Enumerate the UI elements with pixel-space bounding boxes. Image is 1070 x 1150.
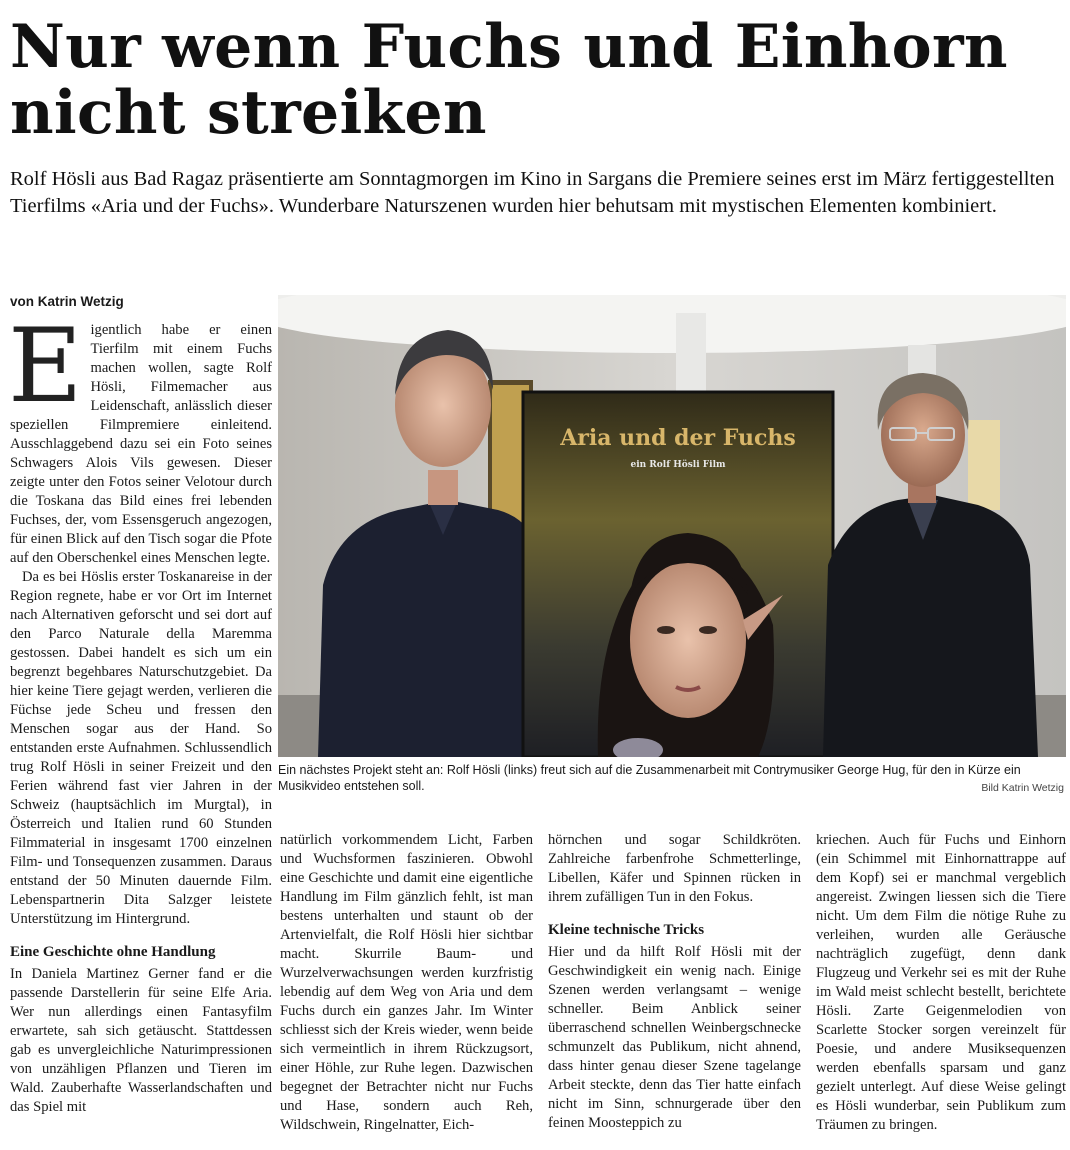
paragraph: kriechen. Auch für Fuchs und Einhorn (ein Schimmel mit Einhornattrappe auf dem Kopf) sei er manchmal vergeblich angereist. Zwingen liessen sich die Tiere nicht. Um dem Film die nötige Ruhe zu verleihen, wurden alle Geräusche nachträglich zugefügt, denn dank Flugzeug und Verkehr sei es mit der Ruhe im Wald meist schlecht bestellt, berichtete Hösli. Zarte Geigenmelodien von Scarlette Stocker sorgen vereinzelt für Poesie, und andere Musiksequenzen werden ebenfalls sparsam und ganz gezielt unterlegt. Auf diese Weise gelingt es Hösli wunderbar, sein Publikum zum Träumen zu bringen. xyxy=(816,832,1066,1133)
photo-caption: Ein nächstes Projekt steht an: Rolf Hösli (links) freut sich auf die Zusammenarbeit mit Contrymusiker George Hug, für den in Kürze ein Musikvideo entstehen soll. xyxy=(278,763,1021,793)
paragraph: igentlich habe er einen Tierfilm mit einem Fuchs machen wollen, sagte Rolf Hösli, Filmemacher aus Leidenschaft, anlässlich dieser speziellen Filmpremiere einleitend. Ausschlaggebend dazu sei ein Foto seines Schwagers Alois Vils gewesen. Dieser zeigte unter den Fotos seiner Velotour durch die Toskana das Bild eines frei lebenden Fuchses, der, vom Essensgeruch angezogen, für einen Blick auf den Tisch sogar die Pfote auf den Oberschenkel eines Menschen legte. xyxy=(10,322,272,566)
poster-subtitle: ein Rolf Hösli Film xyxy=(630,460,726,470)
subheading: Kleine technische Tricks xyxy=(548,922,705,938)
photo-credit: Bild Katrin Wetzig xyxy=(981,782,1064,794)
paragraph: natürlich vorkommendem Licht, Farben und Wuchsformen faszinieren. Obwohl eine Geschichte und damit eine eigentliche Handlung im Film gänzlich fehlt, ist man bestens unterhalten und staunt ob der Artenvielfalt, die Rolf Hösli hier sichtbar macht. Skurrile Baum- und Wurzelverwachsungen werden kurzfristig lebendig auf dem Weg von Aria und dem Fuchs durch ein ganzes Jahr. Im Winter schliesst sich der Kreis wieder, wenn beide sich vermeintlich in ihrem Rückzugsort, einer Höhle, zur Ruhe legen. Dazwischen begegnet der Betrachter nicht nur Fuchs und Hase, sondern auch Reh, Wildschwein, Ringelnatter, Eich- xyxy=(280,832,533,1133)
article-photo xyxy=(278,295,1066,757)
poster-title: Aria und der Fuchs xyxy=(560,425,796,451)
paragraph: hörnchen und sogar Schildkröten. Zahlreiche farbenfrohe Schmetterlinge, Libellen, Käfer und Spinnen rücken in ihrem zufälligen Tun in den Fokus. xyxy=(548,832,801,905)
article-column-2 xyxy=(280,831,533,1135)
lead-paragraph: Rolf Hösli aus Bad Ragaz präsentierte am Sonntagmorgen im Kino in Sargans die Premiere seines erst im März fertiggestellten Tierfilms «Aria und der Fuchs». Wunderbare Naturszenen wurden hier behutsam mit mystischen Elementen kombiniert. xyxy=(10,168,1055,217)
article-column-3 xyxy=(548,831,801,1133)
article-column-4 xyxy=(816,831,1066,1135)
byline: von Katrin Wetzig xyxy=(10,294,124,309)
drop-cap: E xyxy=(8,307,83,426)
headline: Nur wenn Fuchs und Einhorn nicht streiken xyxy=(10,12,1008,148)
article-column-1 xyxy=(8,307,272,1117)
subheading: Eine Geschichte ohne Handlung xyxy=(10,944,216,960)
paragraph: In Daniela Martinez Gerner fand er die passende Darstellerin für seine Elfe Aria. Wer nun allerdings einen Fantasyfilm erwartete, sah sich getäuscht. Stattdessen gab es unvergleichliche Naturimpressionen von unzähligen Pflanzen und Tieren im Wald. Zauberhafte Wasserlandschaften und das Spiel mit xyxy=(10,966,272,1115)
paragraph: Hier und da hilft Rolf Hösli mit der Geschwindigkeit ein wenig nach. Einige Szenen werden verlangsamt – wenige schneller. Beim Anblick seiner überraschend schnellen Weinbergschnecke schmunzelt das Publikum, nicht ahnend, dass hinter genau dieser Szene tagelange Arbeit steckte, denn das Tier hatte einfach nicht im Sinn, schnurgerade über den feinen Moosteppich zu xyxy=(548,944,801,1131)
paragraph: Da es bei Höslis erster Toskanareise in der Region regnete, habe er vor Ort im Internet nach Alternativen geforscht und sei dort auf den Parco Naturale della Maremma gestossen. Dabei handelt es sich um ein begrenzt begehbares Naturschutzgebiet. Da hier keine Tiere gejagt werden, verlieren die Füchse jede Scheu und fressen den Menschen sogar aus der Hand. So entstanden erste Aufnahmen. Schlussendlich trug Rolf Hösli in seiner Freizeit und den Ferien während fast vier Jahren in der Schweiz (hauptsächlich im Murgtal), in Österreich und Italien rund 60 Stunden Filmmaterial in insgesamt 1700 einzelnen Film- und Tonsequenzen zusammen. Daraus entstand der 50 Minuten dauernde Film. Lebenspartnerin Dita Salzger leistete Unterstützung im Hintergrund. xyxy=(10,569,272,927)
